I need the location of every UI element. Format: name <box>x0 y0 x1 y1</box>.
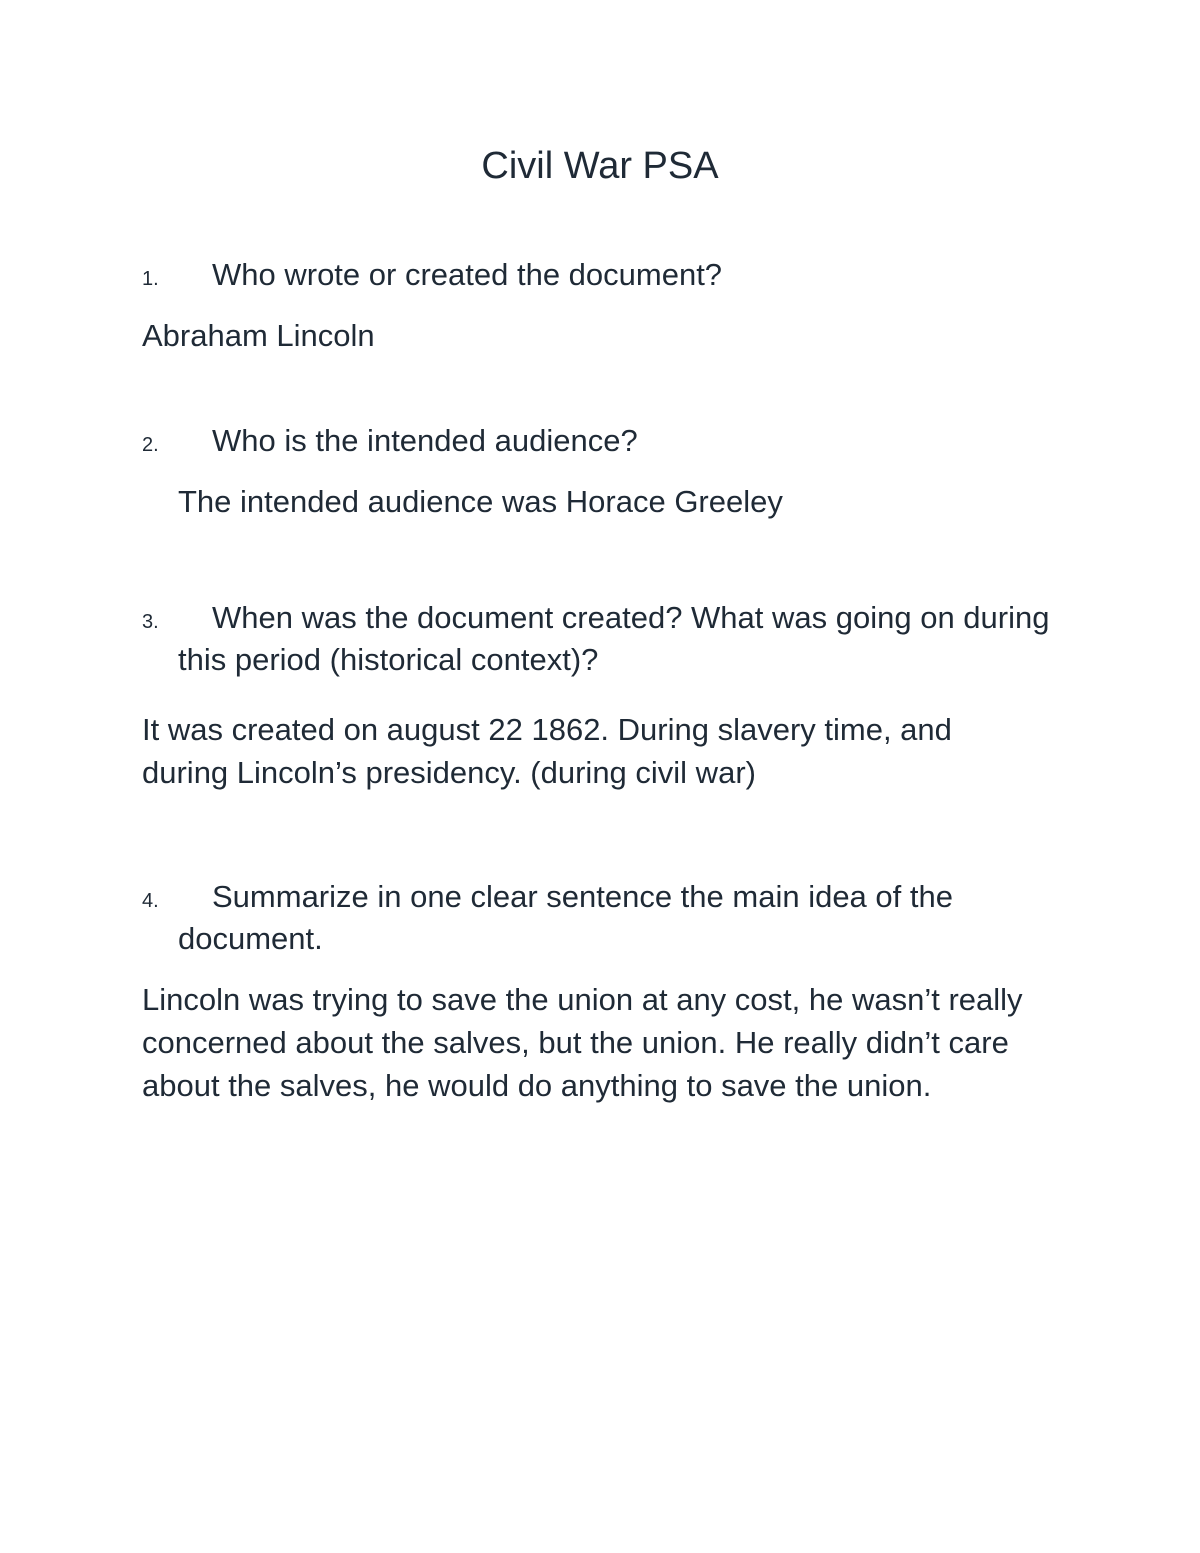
answer-4: Lincoln was trying to save the union at any cost, he wasn’t really concerned about the salves, but the union. He really didn’t care about the salves, he would do anything to save the union. <box>142 982 1023 1103</box>
page-title: Civil War PSA <box>481 145 719 187</box>
question-number: 4. <box>142 890 159 912</box>
answer-3: It was created on august 22 1862. During slavery time, and during Lincoln’s presidency. (during civil war) <box>142 712 952 790</box>
answer-1: Abraham Lincoln <box>142 318 375 353</box>
question-text: Who wrote or created the document? <box>212 257 723 292</box>
question-number: 3. <box>142 611 159 633</box>
question-number: 1. <box>142 268 159 290</box>
question-4 <box>142 876 1072 960</box>
question-text: When was the document created? What was going on during this period (historical context)? <box>178 600 1050 677</box>
question-3 <box>142 597 1072 681</box>
question-1 <box>142 254 1072 296</box>
question-number: 2. <box>142 434 159 456</box>
question-text: Summarize in one clear sentence the main idea of the document. <box>178 879 953 956</box>
question-text: Who is the intended audience? <box>212 423 638 458</box>
question-2 <box>142 420 1072 462</box>
answer-2: The intended audience was Horace Greeley <box>178 484 783 519</box>
